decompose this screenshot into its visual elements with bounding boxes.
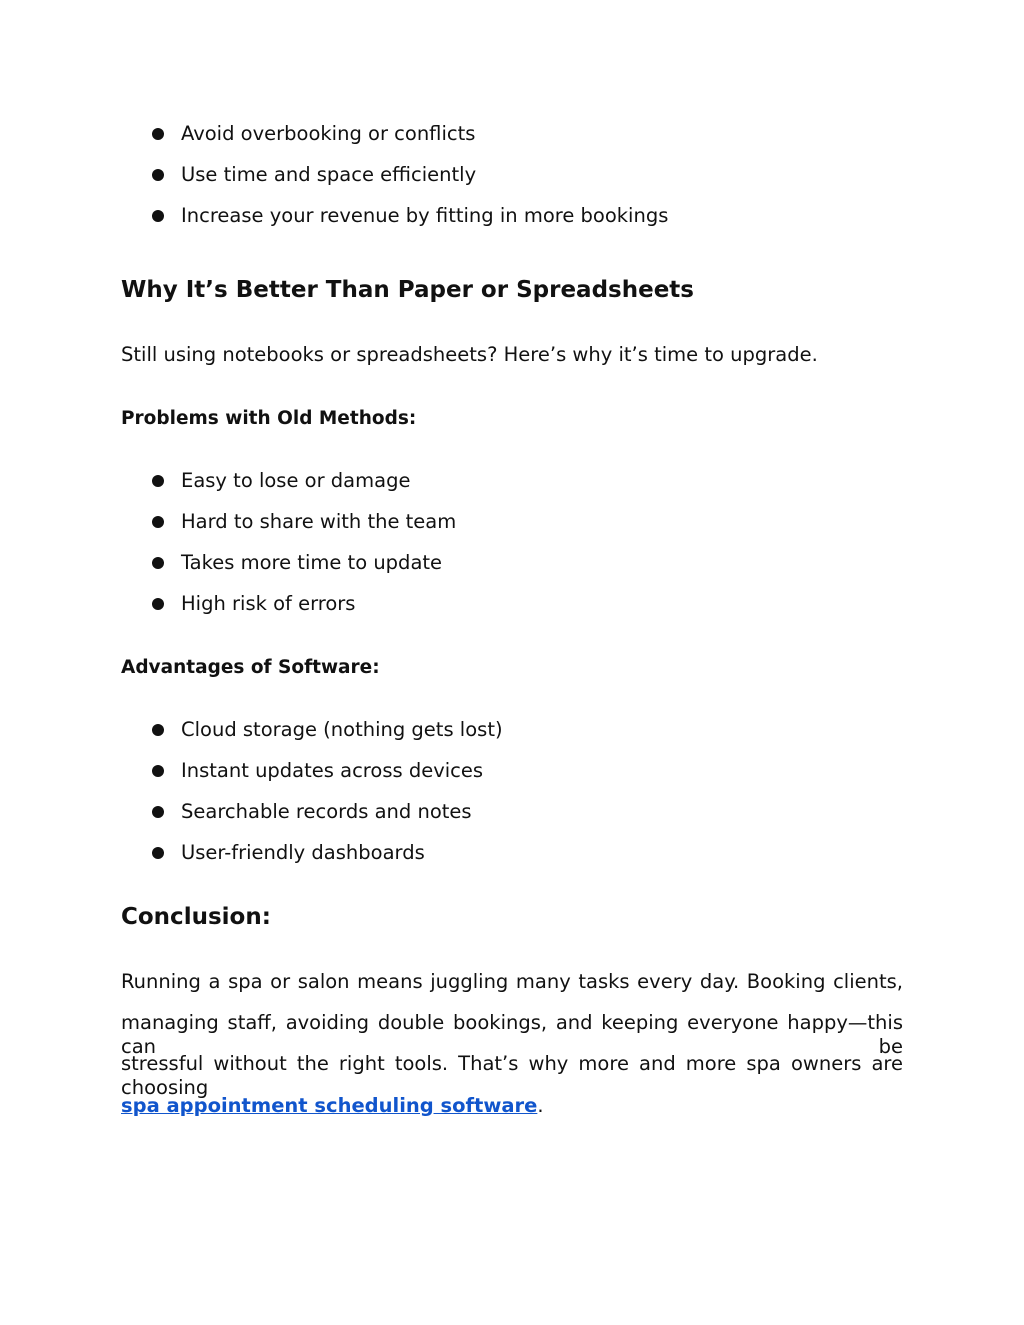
trailing-punctuation: . xyxy=(537,1094,544,1117)
paragraph-line xyxy=(121,1094,544,1118)
paragraph-line: stressful without the right tools. That’s why more and more spa owners are choosing xyxy=(121,1052,903,1099)
bullet-icon xyxy=(152,765,164,777)
bullet-icon xyxy=(152,724,164,736)
paragraph-line: Running a spa or salon means juggling many tasks every day. Booking clients, xyxy=(121,970,903,993)
spa-software-link[interactable]: spa appointment scheduling software xyxy=(121,1094,538,1117)
bullet-icon xyxy=(152,557,164,569)
paragraph-line: managing staff, avoiding double bookings, and keeping everyone happy—this can be xyxy=(121,1011,903,1058)
list-item: Hard to share with the team xyxy=(181,510,457,533)
advantages-heading: Advantages of Software: xyxy=(121,657,380,678)
list-item: Increase your revenue by fitting in more bookings xyxy=(181,204,669,227)
list-item: Avoid overbooking or conflicts xyxy=(181,122,476,145)
bullet-icon xyxy=(152,847,164,859)
bullet-icon xyxy=(152,210,164,222)
bullet-icon xyxy=(152,169,164,181)
list-item: Easy to lose or damage xyxy=(181,469,411,492)
list-item: Use time and space efficiently xyxy=(181,163,477,186)
bullet-icon xyxy=(152,806,164,818)
bullet-icon xyxy=(152,516,164,528)
section-heading: Why It’s Better Than Paper or Spreadsheets xyxy=(121,277,694,303)
list-item: User-friendly dashboards xyxy=(181,841,425,864)
bullet-icon xyxy=(152,475,164,487)
list-item: Searchable records and notes xyxy=(181,800,472,823)
list-item: Takes more time to update xyxy=(181,551,443,574)
list-item: Instant updates across devices xyxy=(181,759,484,782)
bullet-icon xyxy=(152,128,164,140)
conclusion-heading: Conclusion: xyxy=(121,904,271,930)
list-item: High risk of errors xyxy=(181,592,356,615)
problems-heading: Problems with Old Methods: xyxy=(121,408,417,429)
list-item: Cloud storage (nothing gets lost) xyxy=(181,718,503,741)
intro-paragraph: Still using notebooks or spreadsheets? Here’s why it’s time to upgrade. xyxy=(121,343,818,366)
bullet-icon xyxy=(152,598,164,610)
